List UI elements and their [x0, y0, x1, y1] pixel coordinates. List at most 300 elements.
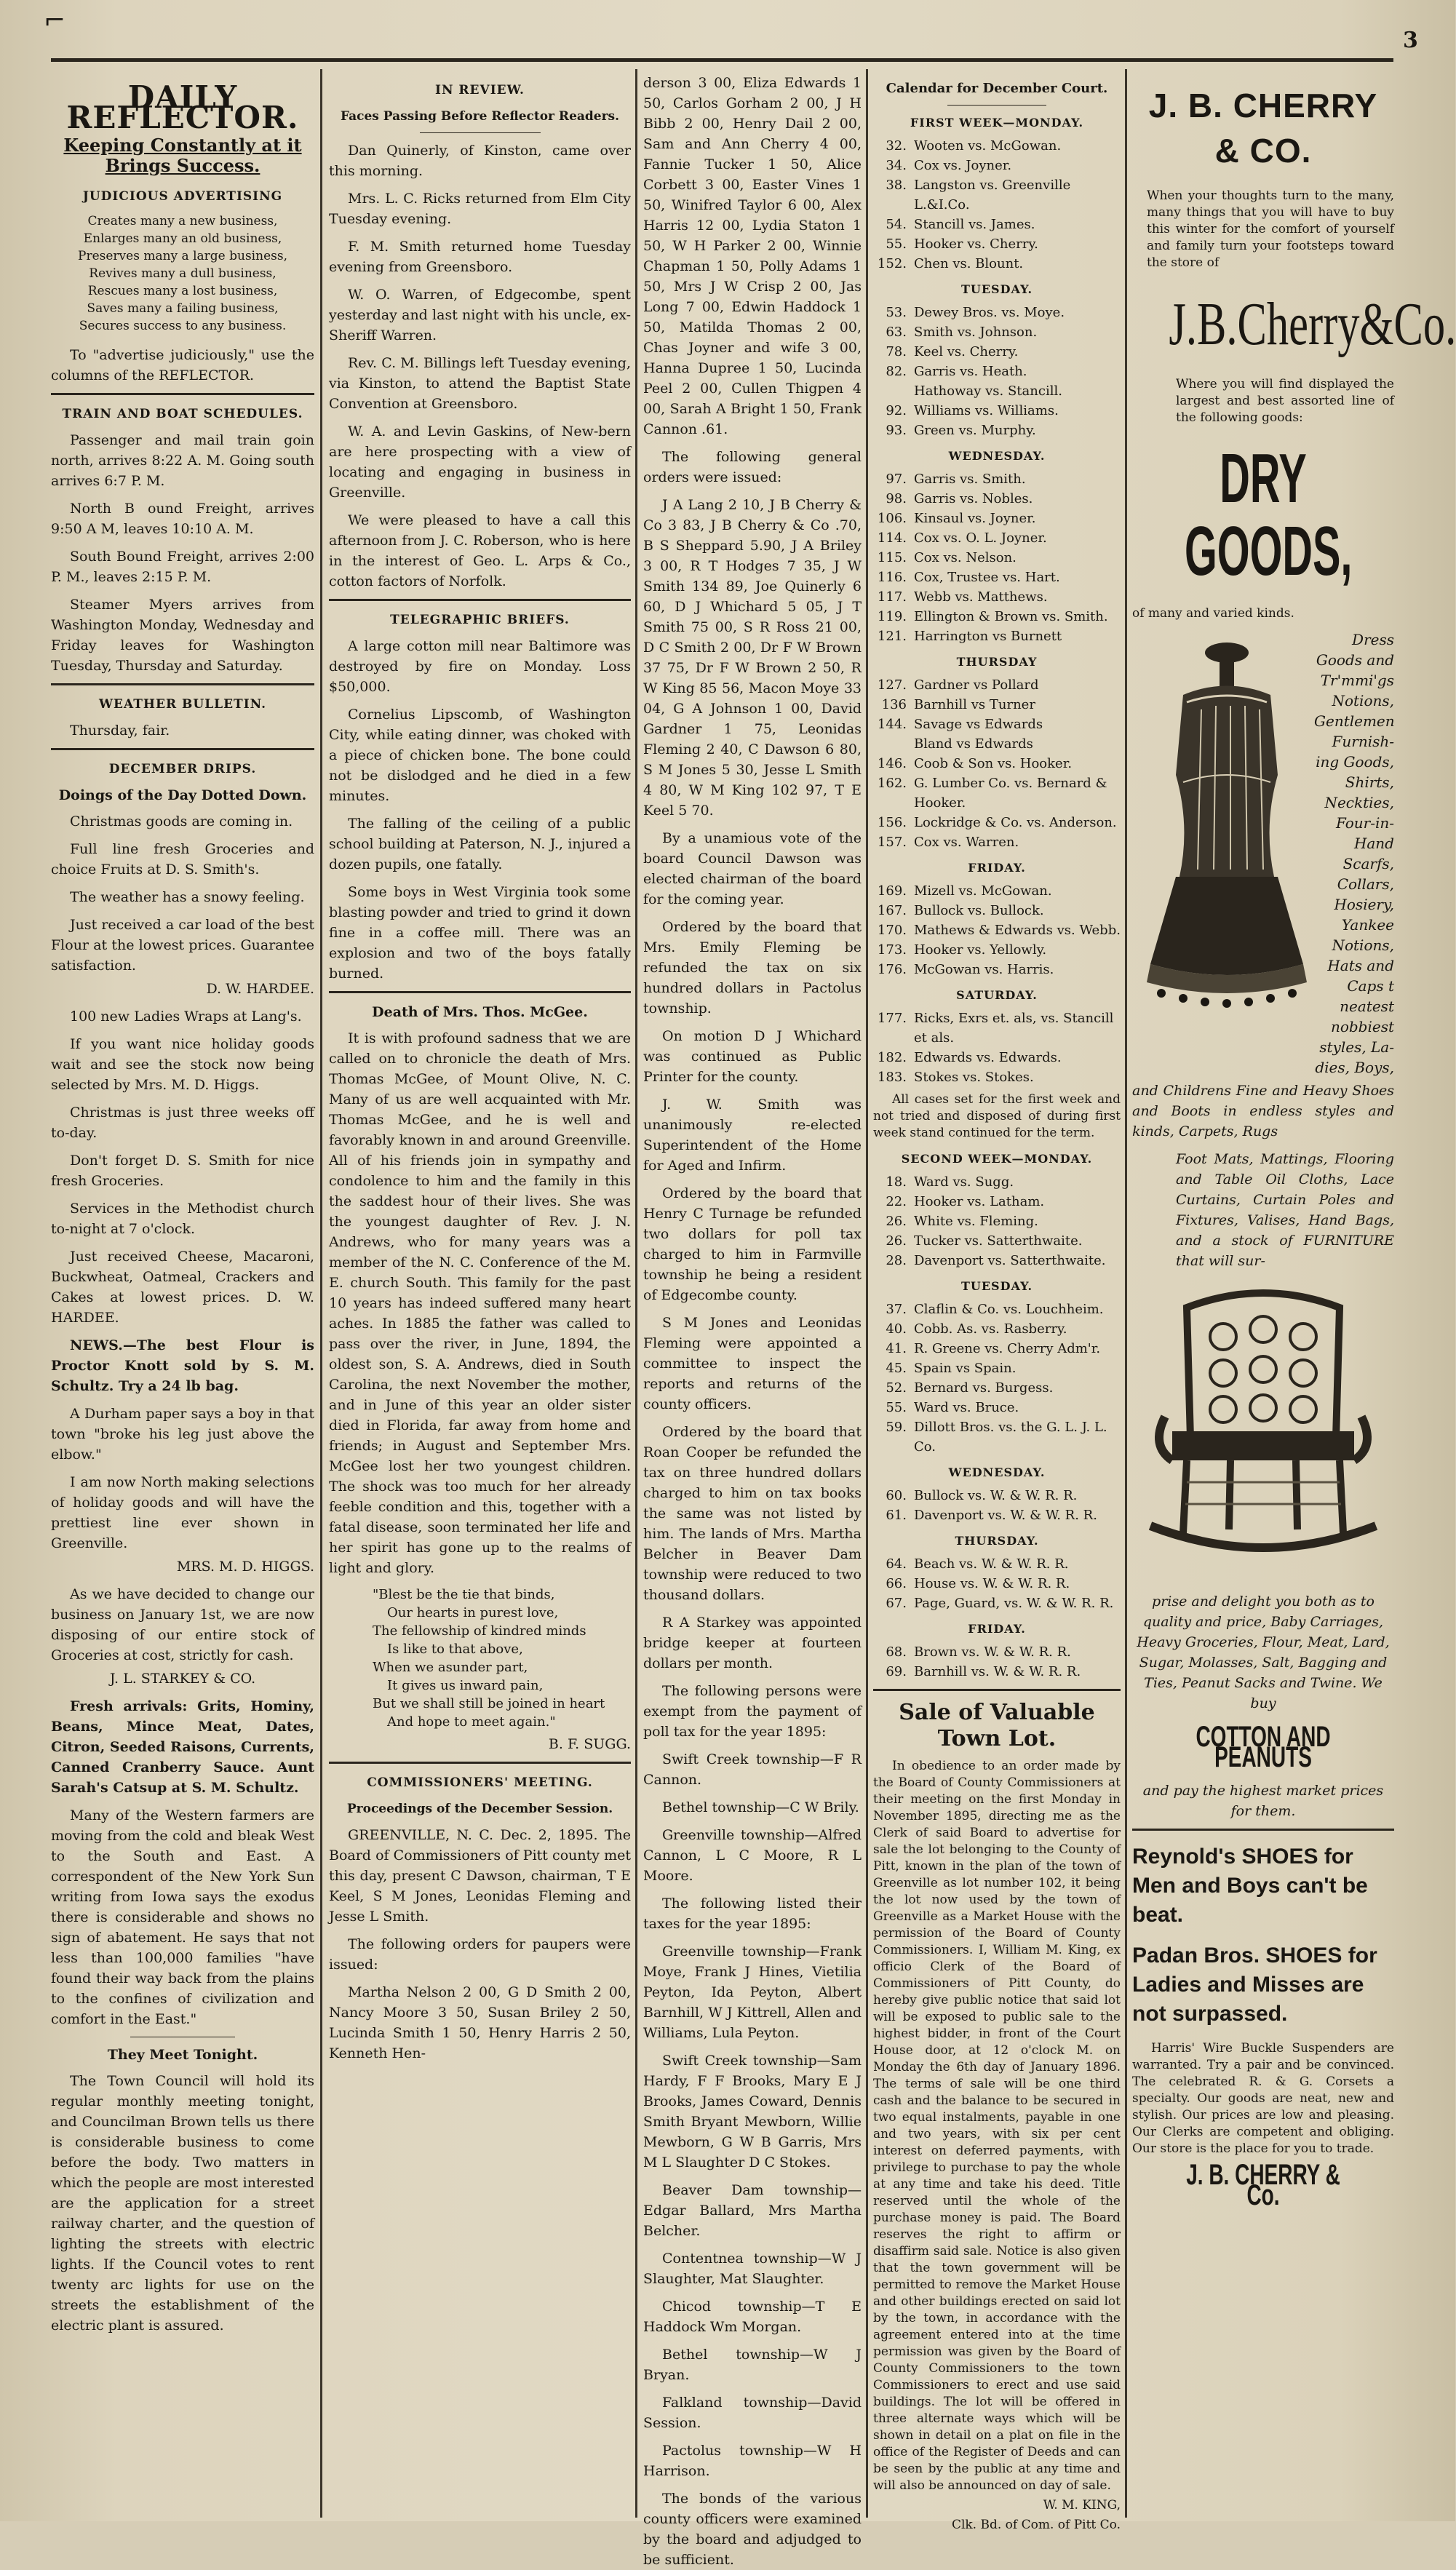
calendar-entry	[873, 626, 1121, 646]
paragraph: Chicod township—T E Haddock Wm Morgan.	[643, 2299, 862, 2335]
calendar-entry	[873, 469, 1121, 489]
telegraph-item: The falling of the ceiling of a public school building at Paterson, N. J., injured a dozen pupils, one fatally.	[329, 816, 631, 872]
column-rule	[1125, 69, 1127, 2518]
review-item: Rev. C. M. Billings left Tuesday evening, via Kinston, to attend the Baptist State Convention at Greensboro.	[329, 355, 631, 412]
calendar-list	[873, 881, 1121, 979]
calendar-list	[873, 1008, 1121, 1087]
case-number: 183.	[877, 1070, 907, 1085]
case-title: Hathoway vs. Stancill.	[914, 383, 1062, 399]
calendar-entry	[873, 381, 1121, 401]
calendar-entry	[873, 881, 1121, 901]
goods-item: Scarfs,	[1342, 855, 1394, 872]
adv-line: Rescues many a lost business,	[87, 284, 278, 298]
case-title: Kinsaul vs. Joyner.	[914, 511, 1036, 526]
case-title: Keel vs. Cherry.	[914, 344, 1019, 359]
case-title: Page, Guard, vs. W. & W. R. R.	[914, 1596, 1114, 1611]
reynolds-text: Reynold's SHOES for Men and Boys can't be beat.	[1132, 1845, 1368, 1927]
case-title: Bernard vs. Burgess.	[914, 1380, 1054, 1396]
divider	[51, 748, 314, 750]
drip-item: Christmas is just three weeks off to-day.	[51, 1105, 314, 1141]
column-rule	[320, 69, 322, 2518]
case-number: 152.	[877, 256, 907, 271]
drip-item: Just received a car load of the best Flour at the lowest prices. Guarantee satisfaction.	[51, 917, 314, 974]
case-title: Garris vs. Heath.	[914, 364, 1027, 379]
case-number: 38.	[886, 178, 907, 193]
case-number: 18.	[886, 1174, 907, 1190]
case-number: 98.	[886, 491, 907, 506]
prise-text: prise and delight you both as to quality and price, Baby Carriages, Heavy Groceries, Flour, Meat, Lard, Sugar, Molasses, Salt, Bagging and Ties, Peanut Sacks and Twine. We buy	[1137, 1594, 1390, 1711]
harris-text: Harris' Wire Buckle Suspenders are warranted. Try a pair and be convinced. The celebrated R. & G. Corsets a specialty. Our goods are neat, new and stylish. Our prices are low and pleasing. Our Clerks are competent and obliging. Our store is the place for you to trade.	[1132, 2041, 1394, 2156]
poem	[373, 1586, 631, 1731]
case-title: Green vs. Murphy.	[914, 423, 1036, 438]
calendar-entry	[873, 1417, 1121, 1457]
calendar-entry	[873, 548, 1121, 568]
column-4	[873, 73, 1121, 2532]
page-number: 3	[1403, 28, 1418, 53]
goods-list	[1314, 629, 1394, 1078]
column-rule	[635, 69, 637, 2518]
padan-text: Padan Bros. SHOES for Ladies and Misses are not surpassed.	[1132, 1944, 1377, 2026]
brand-top: J. B. CHERRY & CO.	[1148, 87, 1378, 170]
case-number	[873, 381, 914, 401]
signature: B. F. SUGG.	[548, 1736, 631, 1752]
case-title: Ricks, Exrs et. als, vs. Stancill et als.	[914, 1011, 1114, 1046]
case-number: 117.	[877, 589, 907, 605]
sale-text: In obedience to an order made by the Board of County Commissioners at their meeting on the first Monday in November 1895, directing me as the Clerk of said Board to advertise for sale the lot belonging to the County of Pitt, known in the plan of the town of Greenville as lot number 102, it being the lot now used by the town of Greenville as a Market House with the permission of the Board of County Commissioners. I, William M. King, ex officio Clerk of the Board of Commissioners of Pitt County, do hereby give public notice that said lot will be exposed to public sale to the highest bidder, in front of the Court House door, at 12 o'clock M. on Monday the 6th day of January 1896. The terms of sale will be one third cash and the balance to be secured in two equal instalments, payable in one and two years, with six per cent interest on deferred payments, with privilege to purchase to pay the whole at any time and take his deed. Title reserved until the whole of the purchase money is paid. The Board reserves the right to affirm or disaffirm said sale. Notice is also given that the town government will be permitted to remove the Market House and other buildings erected on said lot by the town, in accordance with the agreement entered into at the time permission was given by the Board of County Commissioners to the town Commissioners to erect and use said buildings. The lot will be offered in three alternate ways which will be shown in detail on a plat on file in the office of the Register of Deeds and can be seen by the public at any time and will also be announced on day of sale.	[873, 1759, 1121, 2493]
calendar-list	[873, 1642, 1121, 1682]
goods-item: Hats and	[1327, 957, 1394, 974]
review-item: Mrs. L. C. Ricks returned from Elm City Tuesday evening.	[329, 191, 631, 227]
case-number: 67.	[886, 1596, 907, 1611]
calendar-entry	[873, 773, 1121, 813]
calendar-list	[873, 675, 1121, 852]
goods-item: Hand	[1353, 835, 1394, 852]
telegraph-heading: TELEGRAPHIC BRIEFS.	[390, 613, 570, 627]
calendar-entry	[873, 1008, 1121, 1048]
case-title: Barnhill vs. W. & W. R. R.	[914, 1664, 1081, 1679]
paragraph: The following persons were exempt from the payment of poll tax for the year 1895:	[643, 1683, 862, 1740]
case-number: 78.	[886, 344, 907, 359]
goods-item: Yankee	[1341, 916, 1394, 934]
calendar-entry	[873, 587, 1121, 607]
goods-item: Goods and	[1316, 651, 1394, 669]
case-number: 146.	[877, 756, 907, 771]
case-number: 34.	[886, 158, 907, 173]
case-number: 106.	[877, 511, 907, 526]
case-number: 37.	[886, 1302, 907, 1317]
case-title: Dillott Bros. vs. the G. L. J. L. Co.	[914, 1420, 1107, 1455]
paragraph: By a unamious vote of the board Council Dawson was elected chairman of the board for the coming year.	[643, 830, 862, 907]
case-title: Ward vs. Bruce.	[914, 1400, 1019, 1415]
divider	[1132, 1829, 1394, 1831]
column-2	[329, 73, 631, 2514]
calendar-entry	[873, 421, 1121, 440]
case-title: R. Greene vs. Cherry Adm'r.	[914, 1341, 1101, 1356]
calendar-week-heading: SECOND WEEK—MONDAY.	[901, 1152, 1093, 1166]
rocking-chair-illustration-icon	[1143, 1278, 1383, 1584]
train-heading: TRAIN AND BOAT SCHEDULES.	[62, 407, 303, 421]
calendar-entry	[873, 832, 1121, 852]
calendar-entry	[873, 1642, 1121, 1662]
calendar-list	[873, 1172, 1121, 1270]
case-number: 64.	[886, 1556, 907, 1572]
drip-item: A Durham paper says a boy in that town "broke his leg just above the elbow."	[51, 1406, 314, 1463]
calendar-entry	[873, 1300, 1121, 1319]
calendar-day-heading: WEDNESDAY.	[948, 449, 1046, 463]
calendar-entry	[873, 960, 1121, 979]
paragraph: J. W. Smith was unanimously re-elected Superintendent of the Home for Aged and Infirm.	[643, 1097, 862, 1174]
calendar-entry	[873, 940, 1121, 960]
case-number: 176.	[877, 962, 907, 977]
calendar-heading: Calendar for December Court.	[886, 81, 1108, 96]
goods-item: Caps t	[1347, 977, 1394, 995]
calendar-list	[873, 1300, 1121, 1457]
kinds-text: of many and varied kinds.	[1132, 606, 1294, 621]
calendar-day-heading: THURSDAY.	[955, 1534, 1039, 1548]
signature: D. W. HARDEE.	[206, 981, 314, 997]
poem-line: And hope to meet again."	[387, 1714, 556, 1730]
drip-item: If you want nice holiday goods wait and see the stock now being selected by Mrs. M. D. Higgs.	[51, 1036, 314, 1093]
commissioners-heading: COMMISSIONERS' MEETING.	[367, 1775, 593, 1790]
calendar-day-heading: TUESDAY.	[960, 1279, 1033, 1293]
case-number: 28.	[886, 1253, 907, 1268]
telegraph-item: Cornelius Lipscomb, of Washington City, while eating dinner, was choked with a piece of chicken bone. The bone could not be dislodged and he died in a few minutes.	[329, 707, 631, 804]
paragraph: Pactolus township—W H Harrison.	[643, 2443, 862, 2479]
adv-line: Enlarges many an old business,	[83, 231, 282, 246]
paragraph: Greenville township—Frank Moye, Frank J Hines, Vietilia Peyton, Ida Peyton, Albert Barnhill, W J Kittrell, Allen and Williams, Lula Peyton.	[643, 1944, 862, 2041]
calendar-entry	[873, 1398, 1121, 1417]
death-heading: Death of Mrs. Thos. McGee.	[372, 1004, 588, 1020]
case-title: Lockridge & Co. vs. Anderson.	[914, 815, 1117, 830]
case-title: Cox vs. O. L. Joyner.	[914, 530, 1047, 546]
case-title: Hooker vs. Yellowly.	[914, 942, 1047, 958]
column-5	[1132, 73, 1456, 2514]
case-number: 136	[881, 697, 907, 712]
case-number: 92.	[886, 403, 907, 418]
paragraph: Swift Creek township—Sam Hardy, F F Brooks, Mary E J Brooks, James Coward, Dennis Smith Bryant Mewborn, Willie Mewborn, G W B Garris, Mrs M L Slaughter D C Stokes.	[643, 2053, 862, 2171]
review-item: W. O. Warren, of Edgecombe, spent yesterday and last night with his uncle, ex-Sheriff Warren.	[329, 287, 631, 343]
adv-line: Secures success to any business.	[79, 319, 287, 333]
case-title: Cox vs. Nelson.	[914, 550, 1017, 565]
calendar-entry	[873, 734, 1121, 754]
divider	[873, 1689, 1121, 1691]
case-title: Garris vs. Nobles.	[914, 491, 1033, 506]
calendar-entry	[873, 401, 1121, 421]
case-title: Gardner vs Pollard	[914, 677, 1039, 693]
review-subheading: Faces Passing Before Reflector Readers.	[340, 109, 620, 124]
paragraph: Bethel township—W J Bryan.	[643, 2347, 862, 2383]
paragraph: Ordered by the board that Henry C Turnage be refunded two dollars for poll tax charged to him in Farmville township he being a resident of Edgecombe county.	[643, 1185, 862, 1303]
commissioners-text: Martha Nelson 2 00, G D Smith 2 00, Nancy Moore 3 50, Susan Briley 2 50, Lucinda Smith 1 50, Henry Harris 2 50, Kenneth Hen-	[329, 1984, 631, 2061]
case-title: Savage vs Edwards	[914, 717, 1043, 732]
train-entry: North B ound Freight, arrives 9:50 A M, leaves 10:10 A. M.	[51, 501, 314, 537]
case-title: Langston vs. Greenville L.&I.Co.	[914, 178, 1071, 212]
case-title: Mathews & Edwards vs. Webb.	[914, 923, 1121, 938]
calendar-entry	[873, 1662, 1121, 1682]
calendar-day-heading: SATURDAY.	[956, 988, 1038, 1002]
case-number: 82.	[886, 364, 907, 379]
case-title: Tucker vs. Satterthwaite.	[914, 1233, 1083, 1249]
calendar-entry	[873, 1554, 1121, 1574]
divider	[947, 105, 1046, 106]
case-number: 162.	[877, 776, 907, 791]
case-number: 26.	[886, 1214, 907, 1229]
case-title: Williams vs. Williams.	[914, 403, 1059, 418]
calendar-entry	[873, 754, 1121, 773]
paragraph: derson 3 00, Eliza Edwards 1 50, Carlos Gorham 2 00, J H Bibb 2 00, Henry Dail 2 00, Sam and Ann Cherry 4 00, Fannie Tucker 1 50, Alice Corbett 3 00, Easter Vines 1 50, Winifred Taylor 6 00, Alex Harris 12 00, Lydia Staton 1 50, W H Parker 2 00, Winnie Chapman 1 50, Polly Adams 1 50, Mrs J W Crisp 2 00, Jas Long 7 00, Edwin Haddock 1 50, Matilda Thomas 2 00, Chas Joyner and wife 3 00, Hanna Dupree 1 50, Lucinda Peel 2 00, Cullen Thigpen 4 00, Sarah A Bright 1 50, Frank Cannon .61.	[643, 75, 862, 437]
case-number: 177.	[877, 1011, 907, 1026]
case-title: Stokes vs. Stokes.	[914, 1070, 1034, 1085]
drip-item: The weather has a snowy feeling.	[70, 889, 305, 905]
calendar-entry	[873, 607, 1121, 626]
case-title: McGowan vs. Harris.	[914, 962, 1054, 977]
calendar-day-heading: FRIDAY.	[968, 861, 1026, 875]
goods-item: Notions,	[1332, 692, 1394, 709]
telegraph-item: Some boys in West Virginia took some blasting powder and tried to grind it down fine in a coffee mill. There was an explosion and two of the boys fatally burned.	[329, 884, 631, 982]
calendar-entry	[873, 156, 1121, 175]
drip-item: As we have decided to change our business on January 1st, we are now disposing of our entire stock of Groceries at cost, strictly for cash.	[51, 1586, 314, 1663]
divider	[51, 393, 314, 395]
train-entry: South Bound Freight, arrives 2:00 P. M., leaves 2:15 P. M.	[51, 549, 314, 585]
paragraph: R A Starkey was appointed bridge keeper at fourteen dollars per month.	[643, 1615, 862, 1671]
paragraph: The bonds of the various county officers were examined by the board and adjudged to be sufficient.	[643, 2491, 862, 2568]
calendar-entry	[873, 1251, 1121, 1270]
calendar-day-heading: WEDNESDAY.	[948, 1465, 1046, 1479]
paragraph: On motion D J Whichard was continued as Public Printer for the county.	[643, 1028, 862, 1085]
calendar-list	[873, 136, 1121, 274]
calendar-entry	[873, 362, 1121, 381]
calendar-entry	[873, 175, 1121, 215]
mats-text: Foot Mats, Mattings, Flooring and Table Oil Cloths, Lace Curtains, Curtain Poles and Fixtures, Valises, Hand Bags, and a stock of FURNITURE that will sur-	[1176, 1151, 1394, 1269]
drip-item: 100 new Ladies Wraps at Lang's.	[70, 1008, 302, 1025]
calendar-entry	[873, 234, 1121, 254]
case-number: 61.	[886, 1508, 907, 1523]
calendar-entry	[873, 1067, 1121, 1087]
goods-item: Dress	[1352, 631, 1394, 648]
review-item: W. A. and Levin Gaskins, of New-bern are here prospecting with a view of locating and engaging in business in Greenville.	[329, 423, 631, 501]
case-number: 173.	[877, 942, 907, 958]
calendar-day-heading: FRIDAY.	[968, 1622, 1026, 1636]
divider	[329, 991, 631, 993]
poem-line: Is like to that above,	[387, 1642, 523, 1657]
goods-item: Neckties,	[1324, 794, 1394, 811]
goods-item: Furnish-	[1332, 733, 1394, 750]
find-text: Where you will find displayed the largest and best assorted line of the following goods:	[1176, 377, 1394, 425]
drip-item: Don't forget D. S. Smith for nice fresh Groceries.	[51, 1153, 314, 1189]
calendar-entry	[873, 901, 1121, 920]
drip-item: Many of the Western farmers are moving from the cold and bleak West to the South and East. A correspondent of the New York Sun writing from Iowa says the exodus there is considerable and shows no sign of abatement. He says that not less than 100,000 families "have found their way back from the plains to the confines of civilization and comfort in the East."	[51, 1807, 314, 2027]
case-title: Brown vs. W. & W. R. R.	[914, 1644, 1071, 1660]
paragraph: Swift Creek township—F R Cannon.	[643, 1751, 862, 1788]
calendar-entry	[873, 1486, 1121, 1505]
adv-lines	[51, 212, 314, 335]
intro-text: When your thoughts turn to the many, many things that you will have to buy this winter for the comfort of yourself and family turn your footsteps toward the store of	[1147, 188, 1394, 270]
case-title: Mizell vs. McGowan.	[914, 883, 1052, 899]
case-number: 157.	[877, 835, 907, 850]
corset-illustration-icon	[1132, 637, 1314, 1044]
calendar-list	[873, 1486, 1121, 1525]
calendar-entry	[873, 1212, 1121, 1231]
case-number: 69.	[886, 1664, 907, 1679]
case-title: G. Lumber Co. vs. Bernard & Hooker.	[914, 776, 1107, 811]
case-title: Smith vs. Johnson.	[914, 325, 1038, 340]
paragraph: The following general orders were issued:	[643, 449, 862, 485]
case-title: Bland vs Edwards	[914, 736, 1033, 752]
case-title: Coob & Son vs. Hooker.	[914, 756, 1073, 771]
tagline: Keeping Constantly at it Brings Success.	[63, 135, 302, 176]
paragraph: Ordered by the board that Roan Cooper be refunded the tax on three hundred dollars charged to him on tax books the same was not listed by him. The lands of Mrs. Martha Belcher in Beaver Dam township were reduced to two thousand dollars.	[643, 1424, 862, 1603]
case-number: 156.	[877, 815, 907, 830]
case-title: Cox, Trustee vs. Hart.	[914, 570, 1060, 585]
goods-item: dies, Boys,	[1315, 1059, 1394, 1076]
case-number: 22.	[886, 1194, 907, 1209]
header-rule	[51, 58, 1393, 62]
paragraph: Falkland township—David Session.	[643, 2395, 862, 2431]
divider	[51, 683, 314, 685]
case-number: 68.	[886, 1644, 907, 1660]
case-number: 127.	[877, 677, 907, 693]
adv-line: Preserves many a large business,	[78, 249, 287, 263]
brand-bottom: J. B. CHERRY & Co.	[1186, 2159, 1340, 2211]
train-entry: Steamer Myers arrives from Washington Monday, Wednesday and Friday leaves for Washington Tuesday, Thursday and Saturday.	[51, 597, 314, 674]
case-number: 97.	[886, 472, 907, 487]
drip-item: Fresh arrivals: Grits, Hominy, Beans, Mince Meat, Dates, Citron, Seeded Raisons, Currents, Canned Cranberry Sauce. Aunt Sarah's Catsup at S. M. Schultz.	[51, 1698, 314, 1796]
adv-line: Creates many a new business,	[87, 214, 278, 228]
goods-item: ing Goods,	[1316, 753, 1394, 771]
case-number: 169.	[877, 883, 907, 899]
calendar-entry	[873, 509, 1121, 528]
case-number: 144.	[877, 717, 907, 732]
poem-line: But we shall still be joined in heart	[373, 1696, 605, 1711]
calendar-entry	[873, 342, 1121, 362]
case-number: 52.	[886, 1380, 907, 1396]
masthead: DAILY REFLECTOR.	[66, 79, 299, 135]
divider	[329, 1762, 631, 1764]
sale-heading: Sale of Valuable Town Lot.	[899, 1700, 1095, 1751]
calendar-entry	[873, 528, 1121, 548]
signature: W. M. KING,	[1043, 2498, 1121, 2513]
case-number: 119.	[877, 609, 907, 624]
case-title: Claflin & Co. vs. Louchheim.	[914, 1302, 1104, 1317]
drip-item: I am now North making selections of holiday goods and will have the prettiest line ever shown in Greenville.	[51, 1474, 314, 1551]
drip-item: Christmas goods are coming in.	[70, 813, 293, 830]
adv-note: To "advertise judiciously," use the columns of the REFLECTOR.	[51, 347, 314, 383]
case-number: 55.	[886, 1400, 907, 1415]
dry-goods-heading: DRY GOODS,	[1185, 439, 1353, 590]
case-title: Spain vs Spain.	[914, 1361, 1017, 1376]
case-number: 114.	[877, 530, 907, 546]
poem-line: "Blest be the tie that binds,	[373, 1587, 555, 1602]
corset-block	[1132, 629, 1394, 1081]
calendar-entry	[873, 1048, 1121, 1067]
paragraph: S M Jones and Leonidas Fleming were appointed a committee to inspect the reports and returns of the county officers.	[643, 1315, 862, 1412]
calendar-entry	[873, 489, 1121, 509]
case-title: Hooker vs. Latham.	[914, 1194, 1045, 1209]
goods-item: styles, La-	[1319, 1038, 1394, 1056]
review-item: Dan Quinerly, of Kinston, came over this morning.	[329, 143, 631, 179]
case-title: Cobb. As. vs. Rasberry.	[914, 1321, 1067, 1337]
poem-line: The fellowship of kindred minds	[373, 1623, 586, 1639]
case-title: Cox vs. Joyner.	[914, 158, 1012, 173]
goods-item: Hosiery,	[1334, 896, 1394, 913]
goods-item: Four-in-	[1335, 814, 1394, 832]
calendar-entry	[873, 1172, 1121, 1192]
signature: MRS. M. D. HIGGS.	[176, 1559, 314, 1575]
calendar-list	[873, 303, 1121, 440]
calendar-entry	[873, 568, 1121, 587]
death-text: It is with profound sadness that we are called on to chronicle the death of Mrs. Thomas McGee, of Mount Olive, N. C. Many of us are well acquainted with Mr. Thomas McGee, and he is well and favorably known in and around Greenville. All of his friends join in sympathy and condolence to him and the family in this the saddest hour of their lives. She was the youngest daughter of Rev. J. N. Andrews, who for many years was a member of the N. C. Conference of the M. E. church South. This family for the past 10 years has indeed suffered many heart aches. In 1885 the father was called to pass over the river, in June, 1894, the oldest son, S. A. Andrews, died in South Carolina, the next November the mother, and in June of this year an older sister died in Florida, far away from home and friends; in August and September Mrs. McGee lost her two youngest children. The shock was too much for her already feeble condition and this, together with a fatal disease, soon terminated her life and her spirit has gone up to the realms of light and glory.	[329, 1030, 631, 1576]
case-title: Harrington vs Burnett	[914, 629, 1062, 644]
case-number: 182.	[877, 1050, 907, 1065]
adv-line: Saves many a failing business,	[87, 301, 279, 316]
column-3	[643, 73, 862, 2568]
review-item: We were pleased to have a call this afternoon from J. C. Roberson, who is here in the interest of Geo. L. Arps & Co., cotton factors of Norfolk.	[329, 512, 631, 589]
case-title: White vs. Fleming.	[914, 1214, 1038, 1229]
case-title: Cox vs. Warren.	[914, 835, 1019, 850]
case-title: Garris vs. Smith.	[914, 472, 1026, 487]
drip-item: Services in the Methodist church to-night at 7 o'clock.	[51, 1201, 314, 1237]
case-number: 66.	[886, 1576, 907, 1591]
paragraph: Greenville township—Alfred Cannon, L C Moore, R L Moore.	[643, 1827, 862, 1884]
calendar-week-heading: FIRST WEEK—MONDAY.	[910, 116, 1084, 130]
calendar-entry	[873, 303, 1121, 322]
commissioners-text: GREENVILLE, N. C. Dec. 2, 1895. The Board of Commissioners of Pitt county met this day, present C Dawson, chairman, T E Keel, S M Jones, Leonidas Fleming and Jesse L Smith.	[329, 1827, 631, 1925]
drips-subheading: Doings of the Day Dotted Down.	[58, 787, 307, 803]
goods-item: neatest	[1340, 998, 1394, 1015]
paragraph: J A Lang 2 10, J B Cherry & Co 3 83, J B Cherry & Co .70, B S Sheppard 5.90, J A Briley 3 00, R T Hodges 7 35, J W Smith 134 89, Joe Quinerly 6 60, D J Whichard 5 05, J T Smith 75 00, S R Ross 21 00, D C Smith 2 00, Dr F W Brown 37 75, Dr F W Brown 2 50, R W King 85 56, Macon Moye 33 04, G A Johnson 1 00, David Gardner 1 75, Leonidas Fleming 2 40, C Dawson 6 80, S M Jones 5 30, Jesse L Smith 4 80, W M King 102 97, T E Keel 5 70.	[643, 497, 862, 819]
paragraph: Contentnea township—W J Slaughter, Mat Slaughter.	[643, 2251, 862, 2287]
drip-item: Full line fresh Groceries and choice Fruits at D. S. Smith's.	[51, 841, 314, 878]
telegraph-item: A large cotton mill near Baltimore was destroyed by fire on Monday. Loss $50,000.	[329, 638, 631, 695]
case-number: 40.	[886, 1321, 907, 1337]
calendar-entry	[873, 1378, 1121, 1398]
calendar-entry	[873, 136, 1121, 156]
goods-item: Collars,	[1337, 875, 1394, 893]
case-number: 170.	[877, 923, 907, 938]
case-title: Hooker vs. Cherry.	[914, 236, 1038, 252]
weather-text: Thursday, fair.	[70, 723, 170, 739]
case-number: 45.	[886, 1361, 907, 1376]
paragraph: Beaver Dam township—Edgar Ballard, Mrs Martha Belcher.	[643, 2182, 862, 2239]
weather-heading: WEATHER BULLETIN.	[98, 697, 267, 712]
poem-line: It gives us inward pain,	[387, 1678, 544, 1693]
case-title: Ward vs. Sugg.	[914, 1174, 1014, 1190]
calendar-note: All cases set for the first week and not tried and disposed of during first week stand continued for the term.	[873, 1092, 1121, 1140]
case-title: Wooten vs. McGowan.	[914, 138, 1062, 154]
case-title: House vs. W. & W. R. R.	[914, 1576, 1070, 1591]
calendar-entry	[873, 215, 1121, 234]
poem-line: Our hearts in purest love,	[387, 1605, 559, 1620]
case-title: Davenport vs. Satterthwaite.	[914, 1253, 1106, 1268]
calendar-entry	[873, 1231, 1121, 1251]
divider	[420, 132, 541, 133]
case-title: Webb vs. Matthews.	[914, 589, 1048, 605]
cotton-heading: COTTON AND PEANUTS	[1196, 1721, 1331, 1773]
case-number: 59.	[886, 1420, 907, 1435]
case-number: 63.	[886, 325, 907, 340]
case-number: 32.	[886, 138, 907, 154]
calendar-entry	[873, 715, 1121, 734]
drip-item: Just received Cheese, Macaroni, Buckwheat, Oatmeal, Crackers and Cakes at lowest prices. D. W. HARDEE.	[51, 1249, 314, 1326]
adv-line: Revives many a dull business,	[89, 266, 277, 281]
case-number: 167.	[877, 903, 907, 918]
goods-item: Shirts,	[1345, 773, 1394, 791]
calendar-day-heading: THURSDAY	[956, 655, 1038, 669]
case-title: Barnhill vs Turner	[914, 697, 1035, 712]
calendar-entry	[873, 1574, 1121, 1594]
shoes-text: and Childrens Fine and Heavy Shoes and Boots in endless styles and kinds, Carpets, Rugs	[1132, 1083, 1394, 1139]
pay-text: and pay the highest market prices for them.	[1142, 1783, 1384, 1819]
